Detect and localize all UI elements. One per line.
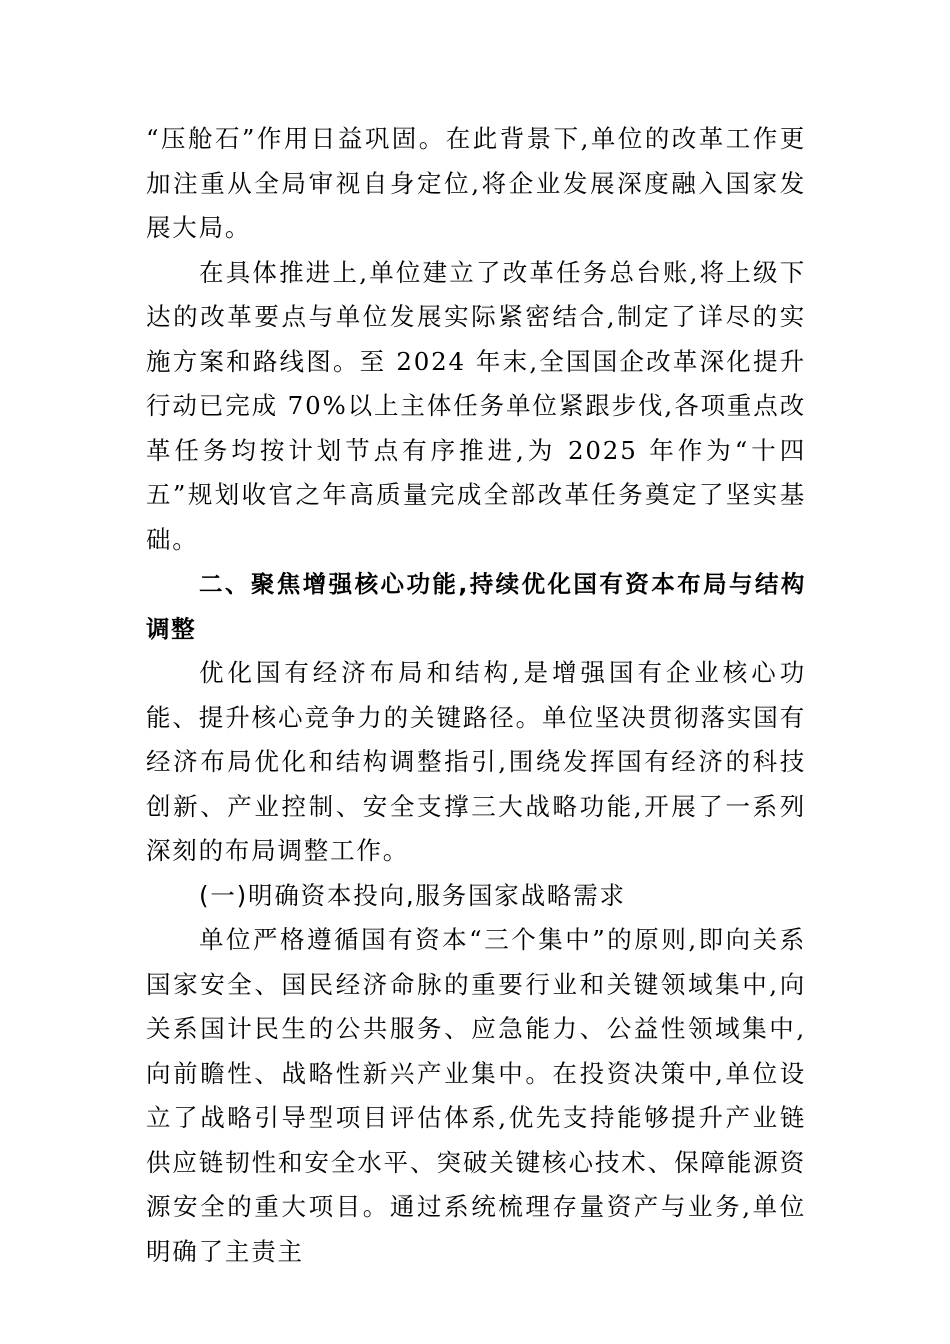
- subsection-heading-1: (一)明确资本投向,服务国家战略需求: [199, 880, 626, 910]
- section-heading-2: 二、聚焦增强核心功能,持续优化国有资本布局与结构调整: [146, 570, 806, 643]
- paragraph-reform-progress: 在具体推进上,单位建立了改革任务总台账,将上级下达的改革要点与单位发展实际紧密结合,制定了详尽的实施方案和路线图。至 2024 年末,全国国企改革深化提升行动已完成 70%以上主体任务单位紧跟步伐,各项重点改革任务均按计划节点有序推进,为 2025 年作为“十四五”规划收官之年高质量完成全部改革任务奠定了坚实基础。: [146, 257, 806, 554]
- document-body: [146, 117, 806, 1274]
- paragraph-capital-direction: 单位严格遵循国有资本“三个集中”的原则,即向关系国家安全、国民经济命脉的重要行业和关键领域集中,向关系国计民生的公共服务、应急能力、公益性领域集中,向前瞻性、战略性新兴产业集中。在投资决策中,单位设立了战略引导型项目评估体系,优先支持能够提升产业链供应链韧性和安全水平、突破关键核心技术、保障能源资源安全的重大项目。通过系统梳理存量资产与业务,单位明确了主责主: [146, 925, 806, 1266]
- paragraph-continued: “压舱石”作用日益巩固。在此背景下,单位的改革工作更加注重从全局审视自身定位,将企业发展深度融入国家发展大局。: [146, 124, 806, 242]
- paragraph-layout-optimization: 优化国有经济布局和结构,是增强国有企业核心功能、提升核心竞争力的关键路径。单位坚决贯彻落实国有经济布局优化和结构调整指引,围绕发挥国有经济的科技创新、产业控制、安全支撑三大战略功能,开展了一系列深刻的布局调整工作。: [146, 658, 806, 865]
